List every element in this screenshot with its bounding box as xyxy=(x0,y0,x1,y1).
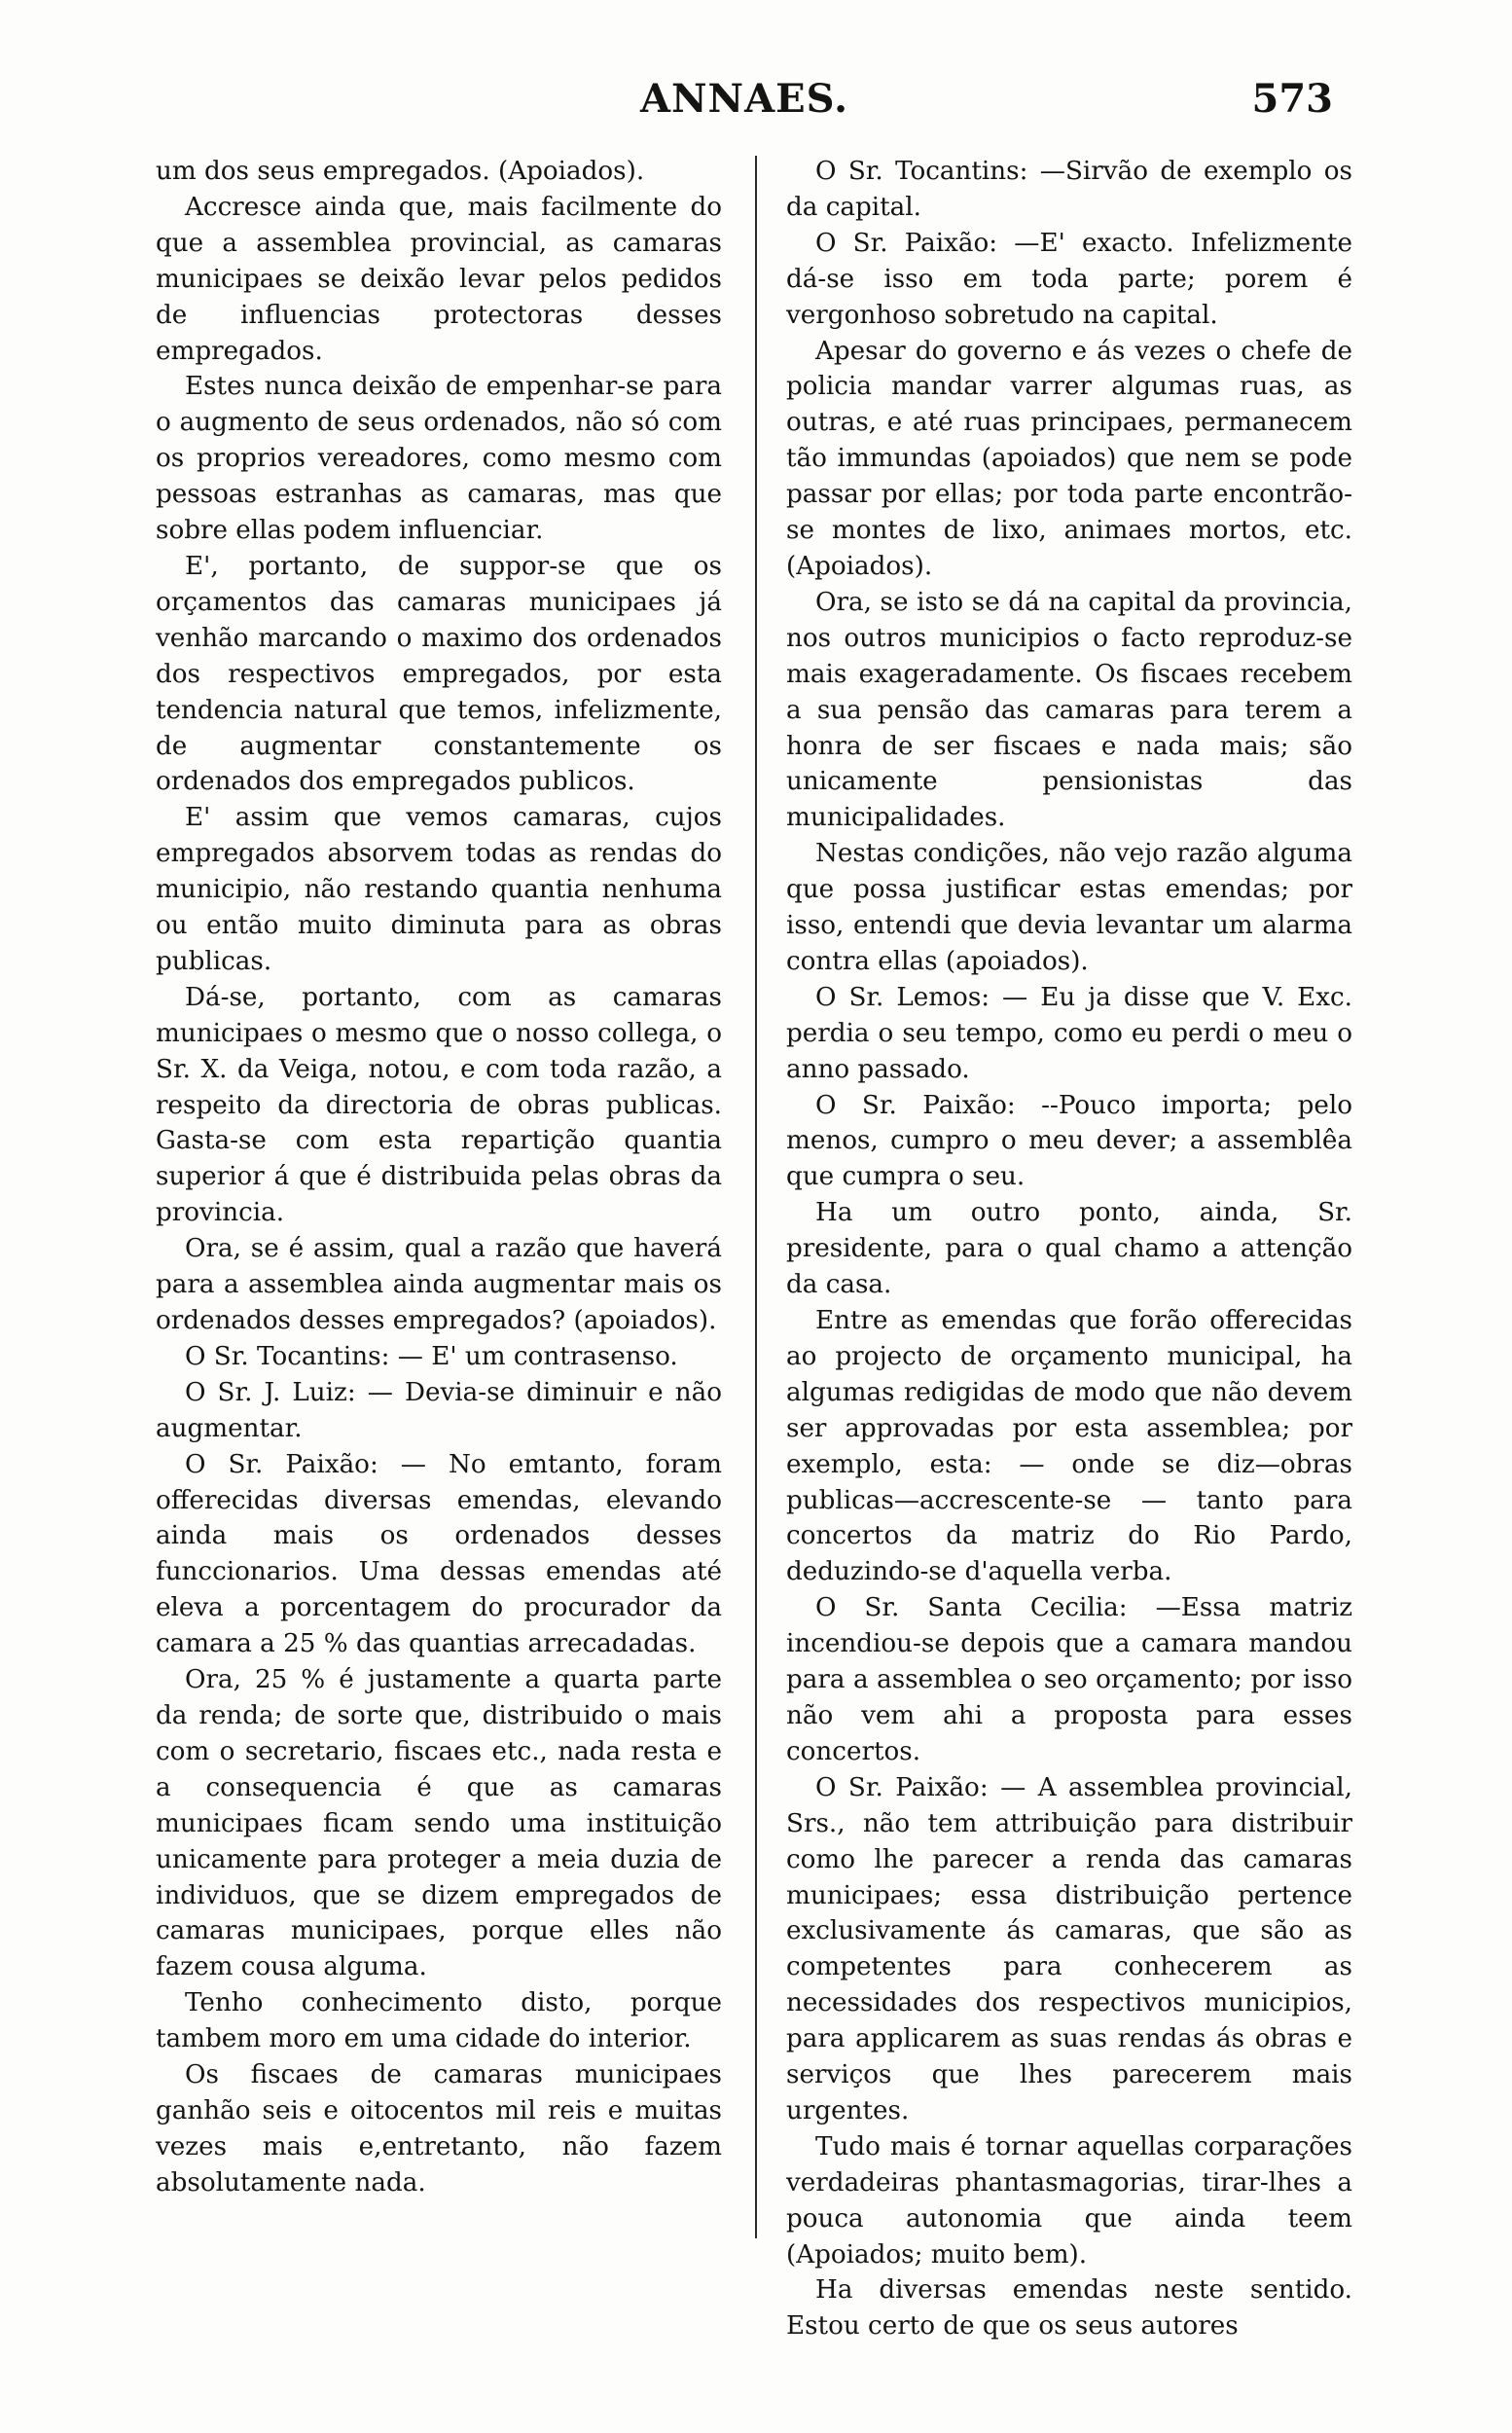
paragraph: Dá-se, portanto, com as camaras municipaes o mesmo que o nosso collega, o Sr. X. da Veiga, notou, e com toda razão, a respeito da directoria de obras publicas. Gasta-se com esta repartição quantia superior á que é distribuida pelas obras da provincia. xyxy=(156,982,722,1228)
paragraph: E' assim que vemos camaras, cujos empregados absorvem todas as rendas do municipio, não restando quantia nenhuma ou então muito diminuta para as obras publicas. xyxy=(156,803,722,976)
paragraph: Tudo mais é tornar aquellas corparações verdadeiras phantasmagorias, tirar-lhes a pouca autonomia que ainda teem (Apoiados; muito bem). xyxy=(786,2131,1352,2270)
paragraph: O Sr. Paixão: —E' exacto. Infelizmente dá-se isso em toda parte; porem é vergonhoso sobretudo na capital. xyxy=(786,228,1352,330)
paragraph: Ora, se é assim, qual a razão que haverá para a assemblea ainda augmentar mais os ordenados desses empregados? (apoiados). xyxy=(156,1234,722,1335)
paragraph: O Sr. Lemos: — Eu ja disse que V. Exc. perdia o seu tempo, como eu perdi o meu o anno passado. xyxy=(786,982,1352,1084)
paragraph: O Sr. Paixão: --Pouco importa; pelo menos, cumpro o meu dever; a assemblêa que cumpra o seu. xyxy=(786,1090,1352,1192)
paragraph: Ha diversas emendas neste sentido. Estou certo de que os seus autores xyxy=(786,2275,1352,2342)
paragraph: Ora, se isto se dá na capital da provincia, nos outros municipios o facto reproduz-se mais exageradamente. Os fiscaes recebem a sua pensão das camaras para terem a honra de ser fiscaes e nada mais; são unicamente pensionistas das municipalidades. xyxy=(786,587,1352,833)
running-title: ANNAES. xyxy=(639,76,849,122)
right-text-column xyxy=(786,154,1352,2344)
paragraph: E', portanto, de suppor-se que os orçamentos das camaras municipaes já venhão marcando o maximo dos ordenados dos respectivos empregados, por esta tendencia natural que temos, infelizmente, de augmentar constantemente os ordenados dos empregados publicos. xyxy=(156,551,722,797)
page-header xyxy=(156,76,1333,134)
paragraph: O Sr. Paixão: — No emtanto, foram offerecidas diversas emendas, elevando ainda mais os ordenados desses funccionarios. Uma dessas emendas até eleva a porcentagem do procurador da camara a 25 % das quantias arrecadadas. xyxy=(156,1449,722,1659)
paragraph: Estes nunca deixão de empenhar-se para o augmento de seus ordenados, não só com os proprios vereadores, como mesmo com pessoas estranhas as camaras, mas que sobre ellas podem influenciar. xyxy=(156,372,722,546)
paragraph: um dos seus empregados. (Apoiados). xyxy=(156,157,645,186)
paragraph: Tenho conhecimento disto, porque tambem moro em uma cidade do interior. xyxy=(156,1988,722,2054)
left-text-column xyxy=(156,154,722,2201)
paragraph: Ora, 25 % é justamente a quarta parte da renda; de sorte que, distribuido o mais com o secretario, fiscaes etc., nada resta e a consequencia é que as camaras municipaes ficam sendo uma instituição unicamente para proteger a meia duzia de individuos, que se dizem empregados de camaras municipaes, porque elles não fazem cousa alguma. xyxy=(156,1665,722,1982)
paragraph: Accresce ainda que, mais facilmente do que a assemblea provincial, as camaras municipaes se deixão levar pelos pedidos de influencias protectoras desses empregados. xyxy=(156,192,722,366)
paragraph: O Sr. Paixão: — A assemblea provincial, Srs., não tem attribuição para distribuir como lhe parecer a renda das camaras municipaes; essa distribuição pertence exclusivamente ás camaras, que são as competentes para conhecerem as necessidades dos respectivos municipios, para applicarem as suas rendas ás obras e serviços que lhes parecerem mais urgentes. xyxy=(786,1772,1352,2125)
paragraph: O Sr. J. Luiz: — Devia-se diminuir e não augmentar. xyxy=(156,1377,722,1443)
paragraph: Apesar do governo e ás vezes o chefe de policia mandar varrer algumas ruas, as outras, e até ruas principaes, permanecem tão immundas (apoiados) que nem se pode passar por ellas; por toda parte encontrão-se montes de lixo, animaes mortos, etc. (Apoiados). xyxy=(786,336,1352,581)
paragraph: Os fiscaes de camaras municipaes ganhão seis e oitocentos mil reis e muitas vezes mais e,entretanto, não fazem absolutamente nada. xyxy=(156,2060,722,2197)
paragraph: O Sr. Tocantins: —Sirvão de exemplo os da capital. xyxy=(786,157,1352,222)
page-number: 573 xyxy=(1251,76,1333,122)
paragraph: Nestas condições, não vejo razão alguma que possa justificar estas emendas; por isso, entendi que devia levantar um alarma contra ellas (apoiados). xyxy=(786,839,1352,976)
paragraph: O Sr. Santa Cecilia: —Essa matriz incendiou-se depois que a camara mandou para a assemblea o seo orçamento; por isso não vem ahi a proposta para esses concertos. xyxy=(786,1593,1352,1766)
paragraph: Ha um outro ponto, ainda, Sr. presidente, para o qual chamo a attenção da casa. xyxy=(786,1198,1352,1300)
paragraph: Entre as emendas que forão offerecidas ao projecto de orçamento municipal, ha algumas redigidas de modo que não devem ser approvadas por esta assemblea; por exemplo, esta: — onde se diz—obras publicas—accrescente-se — tanto para concertos da matriz do Rio Pardo, deduzindo-se d'aquella verba. xyxy=(786,1306,1352,1587)
column-divider xyxy=(755,156,757,2238)
paragraph: O Sr. Tocantins: — E' um contrasenso. xyxy=(185,1341,678,1371)
